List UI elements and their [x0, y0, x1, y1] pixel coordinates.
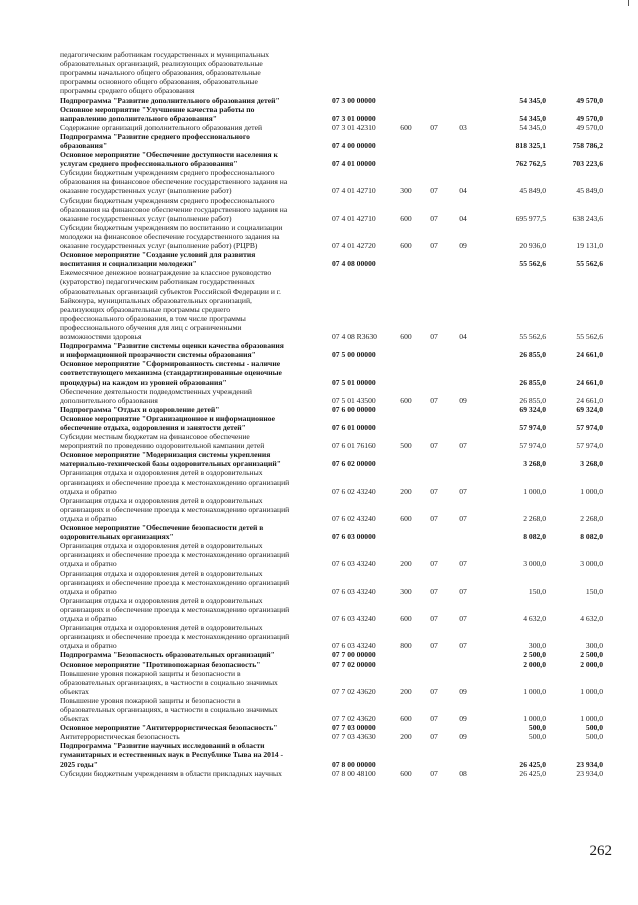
- item-name-line: отдыха и обратно: [60, 586, 117, 596]
- amount-year-2: 4 632,0: [580, 614, 603, 624]
- table-row: [0, 223, 638, 250]
- amount-year-2: 23 934,0: [576, 768, 603, 778]
- target-article-code: 07 3 01 00000: [332, 113, 376, 123]
- section-code: 07: [430, 441, 438, 451]
- amount-year-1: 1 000,0: [523, 714, 546, 724]
- item-name: [60, 168, 315, 195]
- expense-type-code: 200: [400, 732, 412, 742]
- item-name: [60, 523, 315, 541]
- item-name-line: образования на финансовое обеспечение государственного задания на: [60, 204, 288, 214]
- item-name: [60, 650, 315, 659]
- item-name-line: отдыха и обратно: [60, 513, 117, 523]
- expense-type-code: 200: [400, 486, 412, 496]
- section-code: 07: [430, 614, 438, 624]
- item-name-line: оказание государственных услуг (выполнение работ): [60, 213, 232, 223]
- target-article-code: 07 6 03 43240: [332, 614, 376, 624]
- table-row: [0, 450, 638, 468]
- item-name-line: педагогическим работникам государственных и муниципальных: [60, 50, 270, 59]
- item-name-line: Организация отдыха и оздоровления детей в оздоровительных: [60, 568, 263, 578]
- section-code: 07: [430, 732, 438, 742]
- table-row: [0, 650, 638, 659]
- amount-year-1: 45 849,0: [519, 186, 546, 196]
- amount-year-2: 1 000,0: [580, 714, 603, 724]
- expense-type-code: 600: [400, 395, 412, 405]
- amount-year-2: 57 974,0: [576, 422, 603, 432]
- subsection-code: 09: [459, 686, 467, 696]
- item-name-line: Субсидии бюджетным учреждениям среднего профессионального: [60, 195, 275, 205]
- target-article-code: 07 6 03 43240: [332, 559, 376, 569]
- expense-type-code: 200: [400, 686, 412, 696]
- section-code: 07: [430, 768, 438, 778]
- item-name-line: Субсидии бюджетным учреждениям среднего профессионального: [60, 168, 275, 178]
- item-name-line: профессионального обучения для лиц с ограниченными: [60, 322, 242, 332]
- target-article-code: 07 4 01 42720: [332, 241, 376, 251]
- item-name-line: программы начального общего образования, образовательные: [60, 68, 261, 78]
- item-name-line: Основное мероприятие "Противопожарная безопасность": [60, 659, 261, 669]
- amount-year-2: 24 661,0: [576, 395, 603, 405]
- amount-year-1: 3 000,0: [523, 559, 546, 569]
- item-name-line: Организация отдыха и оздоровления детей в оздоровительных: [60, 623, 263, 633]
- item-name-line: оказание государственных услуг (выполнение работ): [60, 186, 232, 196]
- item-name-line: 2025 годы": [60, 759, 98, 769]
- amount-year-1: 8 082,0: [523, 532, 546, 542]
- section-code: 07: [430, 586, 438, 596]
- table-row: [0, 250, 638, 268]
- amount-year-1: 26 855,0: [519, 377, 546, 387]
- expense-type-code: 600: [400, 122, 412, 132]
- amount-year-1: 54 345,0: [519, 113, 546, 123]
- item-name-line: Организация отдыха и оздоровления детей в оздоровительных: [60, 595, 263, 605]
- item-name: [60, 696, 315, 723]
- item-name: [60, 414, 315, 432]
- item-name-line: Байконура, муниципальных образовательных организаций,: [60, 295, 252, 305]
- item-name-line: обеспечение отдыха, оздоровления и занятости детей": [60, 422, 246, 432]
- section-code: 07: [430, 486, 438, 496]
- subsection-code: 07: [459, 641, 467, 651]
- table-row: [0, 660, 638, 669]
- amount-year-1: 500,0: [528, 732, 546, 742]
- item-name-line: услугам среднего профессионального образования": [60, 159, 238, 169]
- item-name-line: программы основного общего образования, образовательные: [60, 77, 258, 87]
- subsection-code: 03: [459, 122, 467, 132]
- table-row: [0, 523, 638, 541]
- amount-year-1: 300,0: [528, 641, 546, 651]
- section-code: 07: [430, 213, 438, 223]
- amount-year-1: 2 500,0: [523, 650, 546, 660]
- amount-year-2: 69 324,0: [576, 404, 603, 414]
- table-row: [0, 741, 638, 768]
- item-name-line: Субсидии бюджетным учреждениям по воспитанию и социализации: [60, 222, 283, 232]
- item-name-line: Подпрограмма "Развитие среднего профессионального: [60, 131, 250, 141]
- item-name-line: организациях и обеспечение проезда к местонахождению организаций: [60, 550, 290, 560]
- item-name: [60, 596, 315, 623]
- item-name-line: Подпрограмма "Безопасность образовательных организаций": [60, 650, 275, 660]
- item-name-line: профессионального образования, в том числе программы: [60, 313, 246, 323]
- expense-type-code: 800: [400, 641, 412, 651]
- table-row: [0, 432, 638, 450]
- item-name: [60, 541, 315, 568]
- item-name-line: образования на финансовое обеспечение государственного задания на: [60, 177, 288, 187]
- target-article-code: 07 7 02 00000: [332, 659, 376, 669]
- target-article-code: 07 8 00 00000: [332, 759, 376, 769]
- table-row: [0, 696, 638, 723]
- expense-type-code: 200: [400, 559, 412, 569]
- item-name: [60, 569, 315, 596]
- subsection-code: 09: [459, 241, 467, 251]
- section-code: 07: [430, 186, 438, 196]
- amount-year-2: 57 974,0: [576, 441, 603, 451]
- subsection-code: 09: [459, 714, 467, 724]
- item-name: [60, 741, 315, 768]
- item-name-line: Основное мероприятие "Улучшение качества работы по: [60, 104, 255, 114]
- subsection-code: 07: [459, 441, 467, 451]
- item-name-line: Обеспечение деятельности подведомственных учреждений: [60, 386, 252, 396]
- amount-year-2: 24 661,0: [576, 350, 603, 360]
- item-name: [60, 432, 315, 450]
- item-name-line: Основное мероприятие "Антитеррористическая безопасность": [60, 723, 278, 733]
- item-name: [60, 468, 315, 495]
- amount-year-2: 55 562,6: [576, 332, 603, 342]
- amount-year-1: 20 936,0: [519, 241, 546, 251]
- item-name: [60, 732, 315, 741]
- item-name-line: Субсидии местным бюджетам на финансовое обеспечение: [60, 432, 250, 442]
- target-article-code: 07 3 00 00000: [332, 95, 376, 105]
- item-name-line: молодежи на финансовое обеспечение государственного задания на: [60, 231, 280, 241]
- item-name: [60, 723, 315, 732]
- table-row: [0, 150, 638, 168]
- item-name-line: отдыха и обратно: [60, 486, 117, 496]
- amount-year-2: 1 000,0: [580, 686, 603, 696]
- item-name-line: оздоровительных организациях": [60, 532, 174, 542]
- amount-year-1: 2 000,0: [523, 659, 546, 669]
- table-row: [0, 387, 638, 405]
- item-name-line: дополнительного образования: [60, 395, 158, 405]
- subsection-code: 09: [459, 395, 467, 405]
- table-row: [0, 359, 638, 386]
- item-name: [60, 769, 315, 778]
- table-row: [0, 341, 638, 359]
- subsection-code: 08: [459, 768, 467, 778]
- amount-year-1: 2 268,0: [523, 513, 546, 523]
- item-name: [60, 96, 315, 105]
- item-name-line: Основное мероприятие "Организационное и информационное: [60, 413, 275, 423]
- item-name-line: и информационной прозрачности системы образования": [60, 350, 256, 360]
- amount-year-2: 2 500,0: [580, 650, 603, 660]
- amount-year-1: 150,0: [528, 586, 546, 596]
- subsection-code: 04: [459, 213, 467, 223]
- item-name-line: программы среднего общего образования: [60, 86, 195, 96]
- amount-year-1: 1 000,0: [523, 686, 546, 696]
- section-code: 07: [430, 641, 438, 651]
- table-row: [0, 196, 638, 223]
- item-name-line: направлению дополнительного образования": [60, 113, 217, 123]
- amount-year-1: 695 977,5: [515, 213, 546, 223]
- item-name: [60, 268, 315, 341]
- target-article-code: 07 6 01 76160: [332, 441, 376, 451]
- item-name-line: Основное мероприятие "Обеспечение доступности населения к: [60, 150, 278, 160]
- table-row: [0, 132, 638, 150]
- subsection-code: 09: [459, 732, 467, 742]
- item-name-line: (кураторство) педагогическим работникам государственных: [60, 277, 255, 287]
- amount-year-1: 54 345,0: [519, 95, 546, 105]
- item-name: [60, 341, 315, 359]
- target-article-code: 07 7 03 00000: [332, 723, 376, 733]
- item-name-line: соответствующего механизма (стандартизированные оценочные: [60, 368, 282, 378]
- item-name: [60, 150, 315, 168]
- item-name-line: гуманитарных и естественных наук в Республике Тыва на 2014 -: [60, 750, 283, 760]
- subsection-code: 04: [459, 332, 467, 342]
- expense-type-code: 600: [400, 614, 412, 624]
- item-name-line: Субсидии бюджетным учреждениям в области прикладных научных: [60, 768, 282, 778]
- subsection-code: 07: [459, 614, 467, 624]
- amount-year-1: 26 855,0: [519, 395, 546, 405]
- table-row: [0, 596, 638, 623]
- item-name-line: Основное мероприятие "Обеспечение безопасности детей в: [60, 523, 264, 533]
- item-name-line: образовательных организациях, в частности в социально значимых: [60, 677, 278, 687]
- expense-type-code: 600: [400, 513, 412, 523]
- amount-year-1: 3 268,0: [523, 459, 546, 469]
- item-name-line: Подпрограмма "Развитие научных исследований в области: [60, 741, 265, 751]
- amount-year-1: 26 425,0: [519, 768, 546, 778]
- target-article-code: 07 6 03 00000: [332, 532, 376, 542]
- table-row: [0, 732, 638, 741]
- item-name-line: реализующих образовательные программы среднего: [60, 304, 231, 314]
- item-name-line: Подпрограмма "Отдых и оздоровление детей": [60, 404, 220, 414]
- item-name: [60, 669, 315, 696]
- item-name: [60, 660, 315, 669]
- item-name-line: образовательных организациях, в частности в социально значимых: [60, 705, 278, 714]
- table-row: [0, 541, 638, 568]
- expense-type-code: 300: [400, 586, 412, 596]
- amount-year-1: 57 974,0: [519, 422, 546, 432]
- item-name-line: оказание государственных услуг (выполнение работ) (РЦРВ): [60, 241, 258, 251]
- amount-year-1: 69 324,0: [519, 404, 546, 414]
- section-code: 07: [430, 559, 438, 569]
- amount-year-2: 500,0: [585, 723, 603, 733]
- amount-year-2: 3 000,0: [580, 559, 603, 569]
- item-name-line: Антитеррористическая безопасность: [60, 732, 180, 742]
- target-article-code: 07 7 03 43630: [332, 732, 376, 742]
- item-name: [60, 450, 315, 468]
- target-article-code: 07 4 01 42710: [332, 213, 376, 223]
- amount-year-2: 49 570,0: [576, 113, 603, 123]
- item-name-line: Содержание организаций дополнительного образования детей: [60, 122, 263, 132]
- item-name-line: организациях и обеспечение проезда к местонахождению организаций: [60, 504, 290, 514]
- item-name: [60, 123, 315, 132]
- amount-year-1: 55 562,6: [519, 332, 546, 342]
- table-row: [0, 669, 638, 696]
- item-name: [60, 132, 315, 150]
- amount-year-2: 1 000,0: [580, 486, 603, 496]
- amount-year-2: 500,0: [585, 732, 603, 742]
- target-article-code: 07 4 01 00000: [332, 159, 376, 169]
- target-article-code: 07 7 02 43620: [332, 686, 376, 696]
- expense-type-code: 600: [400, 768, 412, 778]
- subsection-code: 04: [459, 186, 467, 196]
- amount-year-2: 758 786,2: [572, 140, 603, 150]
- section-code: 07: [430, 395, 438, 405]
- table-row: [0, 414, 638, 432]
- target-article-code: 07 4 00 00000: [332, 140, 376, 150]
- target-article-code: 07 7 00 00000: [332, 650, 376, 660]
- item-name-line: Основное мероприятие "Создание условий для развития: [60, 250, 256, 260]
- expense-type-code: 500: [400, 441, 412, 451]
- amount-year-2: 703 223,6: [572, 159, 603, 169]
- amount-year-1: 57 974,0: [519, 441, 546, 451]
- section-code: 07: [430, 241, 438, 251]
- subsection-code: 07: [459, 513, 467, 523]
- amount-year-1: 55 562,6: [519, 259, 546, 269]
- item-name-line: Основное мероприятие "Сформированность системы - наличие: [60, 359, 281, 369]
- item-name-line: образовательных организаций субъектов Российской Федерации и г.: [60, 286, 281, 296]
- table-row: [0, 96, 638, 105]
- section-code: 07: [430, 122, 438, 132]
- item-name-line: объектах: [60, 714, 89, 724]
- item-name-line: Основное мероприятие "Модернизация системы укрепления: [60, 450, 271, 460]
- amount-year-2: 23 934,0: [576, 759, 603, 769]
- target-article-code: 07 7 02 43620: [332, 714, 376, 724]
- amount-year-1: 762 762,5: [515, 159, 546, 169]
- item-name-line: процедуры) на каждом из уровней образования": [60, 377, 227, 387]
- item-name-line: отдыха и обратно: [60, 559, 117, 569]
- item-name-line: Организация отдыха и оздоровления детей в оздоровительных: [60, 495, 263, 505]
- target-article-code: 07 6 03 43240: [332, 641, 376, 651]
- expense-type-code: 600: [400, 332, 412, 342]
- table-row: [0, 623, 638, 650]
- item-name: [60, 196, 315, 223]
- item-name: [60, 250, 315, 268]
- amount-year-2: 150,0: [585, 586, 603, 596]
- target-article-code: 07 6 01 00000: [332, 422, 376, 432]
- item-name-line: мероприятий по проведению оздоровительной кампании детей: [60, 441, 265, 451]
- expense-type-code: 600: [400, 714, 412, 724]
- edge-mark: [628, 0, 629, 6]
- amount-year-1: 26 425,0: [519, 759, 546, 769]
- amount-year-2: 2 268,0: [580, 513, 603, 523]
- table-row: [0, 50, 638, 96]
- table-row: [0, 123, 638, 132]
- item-name-line: Организация отдыха и оздоровления детей в оздоровительных: [60, 541, 263, 551]
- target-article-code: 07 4 01 42710: [332, 186, 376, 196]
- subsection-code: 07: [459, 586, 467, 596]
- section-code: 07: [430, 332, 438, 342]
- table-row: [0, 168, 638, 195]
- item-name-line: организациях и обеспечение проезда к местонахождению организаций: [60, 477, 290, 487]
- target-article-code: 07 5 01 43500: [332, 395, 376, 405]
- amount-year-2: 55 562,6: [576, 259, 603, 269]
- target-article-code: 07 8 00 48100: [332, 768, 376, 778]
- table-row: [0, 468, 638, 495]
- table-row: [0, 268, 638, 341]
- table-row: [0, 405, 638, 414]
- item-name-line: материально-технической базы оздоровительных организаций": [60, 459, 281, 469]
- amount-year-2: 638 243,6: [572, 213, 603, 223]
- item-name: [60, 496, 315, 523]
- expense-type-code: 600: [400, 241, 412, 251]
- expense-type-code: 600: [400, 213, 412, 223]
- amount-year-2: 2 000,0: [580, 659, 603, 669]
- target-article-code: 07 6 00 00000: [332, 404, 376, 414]
- amount-year-2: 8 082,0: [580, 532, 603, 542]
- item-name-line: организациях и обеспечение проезда к местонахождению организаций: [60, 577, 290, 587]
- target-article-code: 07 4 08 00000: [332, 259, 376, 269]
- item-name-line: возможностями здоровья: [60, 331, 142, 341]
- amount-year-1: 500,0: [528, 723, 546, 733]
- section-code: 07: [430, 513, 438, 523]
- amount-year-2: 300,0: [585, 641, 603, 651]
- amount-year-1: 818 325,1: [515, 140, 546, 150]
- item-name: [60, 50, 315, 95]
- table-row: [0, 723, 638, 732]
- target-article-code: 07 6 03 43240: [332, 586, 376, 596]
- item-name-line: организациях и обеспечение проезда к местонахождению организаций: [60, 632, 290, 642]
- item-name-line: образования": [60, 140, 108, 150]
- table-row: [0, 496, 638, 523]
- amount-year-1: 4 632,0: [523, 614, 546, 624]
- item-name-line: Ежемесячное денежное вознаграждение за классное руководство: [60, 268, 272, 278]
- item-name-line: Повышение уровня пожарной защиты и безопасности в: [60, 695, 241, 705]
- item-name-line: отдыха и обратно: [60, 614, 117, 624]
- item-name-line: отдыха и обратно: [60, 641, 117, 651]
- amount-year-1: 54 345,0: [519, 122, 546, 132]
- item-name-line: Подпрограмма "Развитие системы оценки качества образования: [60, 341, 284, 351]
- target-article-code: 07 6 02 00000: [332, 459, 376, 469]
- amount-year-1: 26 855,0: [519, 350, 546, 360]
- item-name: [60, 387, 315, 405]
- amount-year-2: 3 268,0: [580, 459, 603, 469]
- subsection-code: 07: [459, 486, 467, 496]
- item-name: [60, 623, 315, 650]
- target-article-code: 07 3 01 42310: [332, 122, 376, 132]
- budget-table: [0, 50, 638, 778]
- amount-year-2: 49 570,0: [576, 122, 603, 132]
- amount-year-2: 19 131,0: [576, 241, 603, 251]
- item-name-line: Подпрограмма "Развитие дополнительного образования детей": [60, 95, 280, 105]
- target-article-code: 07 4 08 R3630: [332, 332, 377, 342]
- item-name-line: Организация отдыха и оздоровления детей в оздоровительных: [60, 468, 263, 478]
- table-row: [0, 105, 638, 123]
- item-name-line: образовательных организаций, реализующих образовательные: [60, 59, 263, 69]
- table-row: [0, 569, 638, 596]
- item-name-line: объектах: [60, 686, 89, 696]
- item-name: [60, 405, 315, 414]
- item-name: [60, 223, 315, 250]
- amount-year-1: 1 000,0: [523, 486, 546, 496]
- item-name: [60, 105, 315, 123]
- table-row: [0, 769, 638, 778]
- amount-year-2: 24 661,0: [576, 377, 603, 387]
- expense-type-code: 300: [400, 186, 412, 196]
- item-name: [60, 359, 315, 386]
- item-name-line: воспитания и социализации молодежи": [60, 259, 197, 269]
- amount-year-2: 49 570,0: [576, 95, 603, 105]
- item-name-line: Повышение уровня пожарной защиты и безопасности в: [60, 668, 241, 678]
- section-code: 07: [430, 686, 438, 696]
- target-article-code: 07 5 01 00000: [332, 377, 376, 387]
- page-number: 262: [589, 843, 612, 859]
- target-article-code: 07 6 02 43240: [332, 513, 376, 523]
- item-name-line: организациях и обеспечение проезда к местонахождению организаций: [60, 604, 290, 614]
- target-article-code: 07 6 02 43240: [332, 486, 376, 496]
- amount-year-2: 45 849,0: [576, 186, 603, 196]
- target-article-code: 07 5 00 00000: [332, 350, 376, 360]
- subsection-code: 07: [459, 559, 467, 569]
- section-code: 07: [430, 714, 438, 724]
